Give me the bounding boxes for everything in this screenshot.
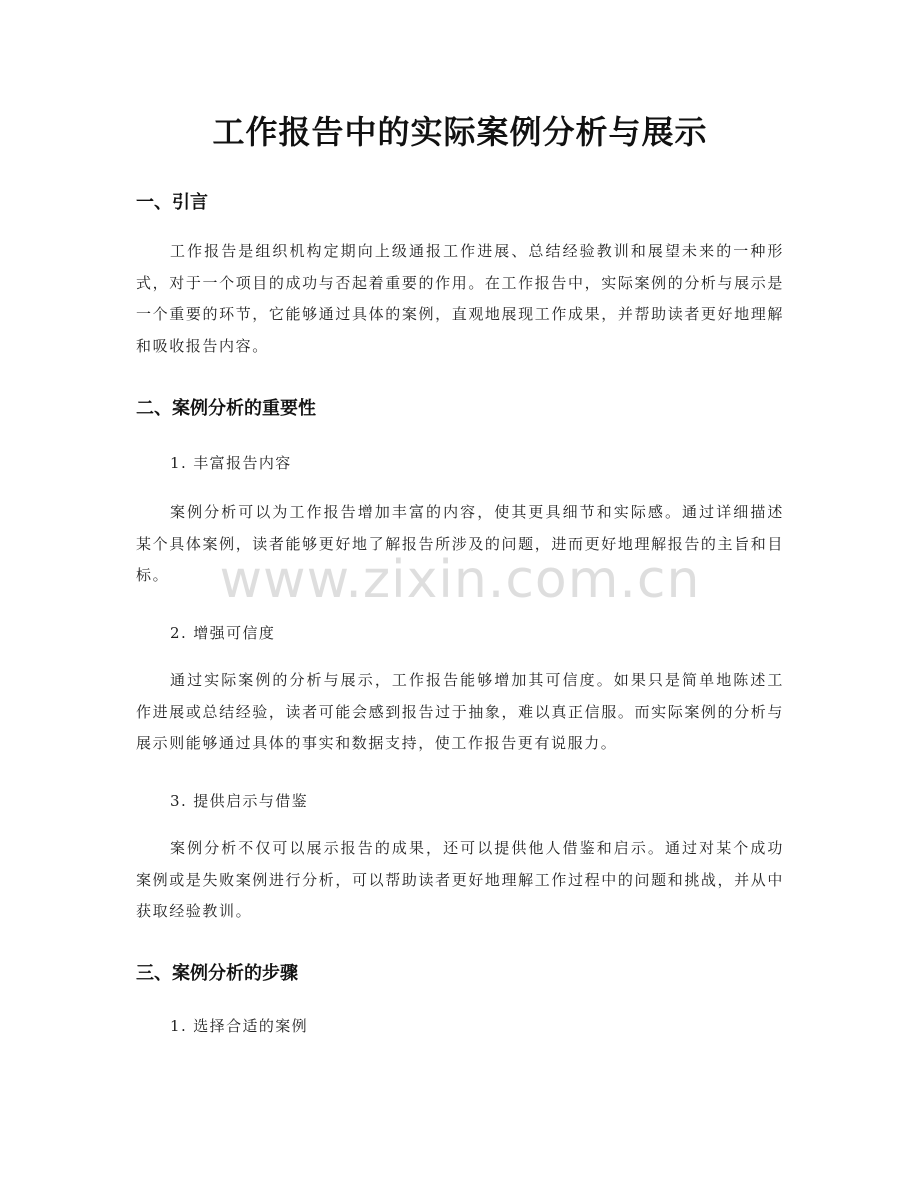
item-paragraph-enrich: 案例分析可以为工作报告增加丰富的内容，使其更具细节和实际感。通过详细描述某个具体案例，读者能够更好地了解报告所涉及的问题，进而更好地理解报告的主旨和目标。	[136, 503, 784, 584]
intro-paragraph: 工作报告是组织机构定期向上级通报工作进展、总结经验教训和展望未来的一种形式，对于一个项目的成功与否起着重要的作用。在工作报告中，实际案例的分析与展示是一个重要的环节，它能够通过具体的案例，直观地展现工作成果，并帮助读者更好地理解和吸收报告内容。	[136, 242, 784, 355]
section-heading-steps: 三、案例分析的步骤	[136, 963, 298, 984]
document-title: 工作报告中的实际案例分析与展示	[212, 113, 708, 151]
item-paragraph-credibility: 通过实际案例的分析与展示，工作报告能够增加其可信度。如果只是简单地陈述工作进展或总结经验，读者可能会感到报告过于抽象，难以真正信服。而实际案例的分析与展示则能够通过具体的事实和数据支持，使工作报告更有说服力。	[136, 671, 784, 752]
section-heading-intro: 一、引言	[136, 192, 208, 213]
section-heading-importance: 二、案例分析的重要性	[136, 398, 316, 419]
item-title-enrich: 1. 丰富报告内容	[170, 454, 292, 472]
item-paragraph-insight: 案例分析不仅可以展示报告的成果，还可以提供他人借鉴和启示。通过对某个成功案例或是失败案例进行分析，可以帮助读者更好地理解工作过程中的问题和挑战，并从中获取经验教训。	[136, 839, 784, 920]
item-title-select-case: 1. 选择合适的案例	[170, 1017, 309, 1035]
watermark-text: www.zixin.com.cn	[219, 550, 701, 610]
item-title-credibility: 2. 增强可信度	[170, 624, 276, 642]
item-title-insight: 3. 提供启示与借鉴	[170, 792, 309, 810]
